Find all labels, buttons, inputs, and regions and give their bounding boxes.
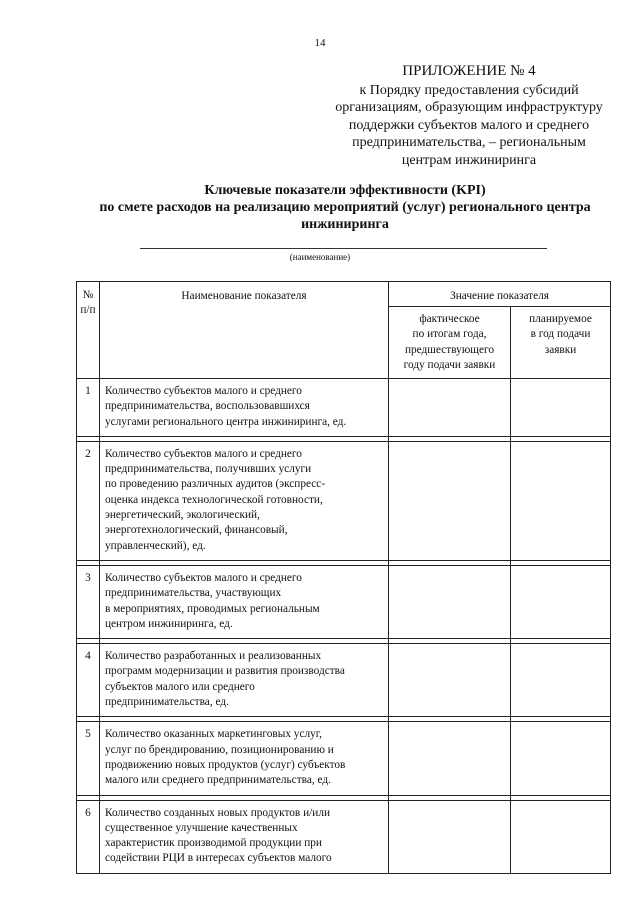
row-actual-value: [389, 565, 511, 638]
row-indicator: Количество оказанных маркетинговых услуг, услуг по брендированию, позиционированию и продвижению новых продуктов (услуг) субъектов малого или среднего предпринимательства, ед.: [100, 722, 389, 795]
row-planned-value: [511, 800, 611, 873]
row-planned-value: [511, 722, 611, 795]
row-number: 2: [77, 441, 100, 560]
header-indicator: Наименование показателя: [100, 282, 389, 379]
document-title-line: по смете расходов на реализацию мероприятий (услуг) регионального центра: [99, 200, 591, 215]
row-actual-value: [389, 722, 511, 795]
page-number: 14: [314, 37, 326, 49]
annex-line: к Порядку предоставления субсидий: [359, 82, 579, 98]
row-indicator: Количество созданных новых продуктов и/или существенное улучшение качественных характеристик производимой продукции при содействии РЦИ в интересах субъектов малого: [100, 800, 389, 873]
row-actual-value: [389, 379, 511, 437]
row-indicator: Количество субъектов малого и среднего предпринимательства, воспользовавшихся услугами регионального центра инжиниринга, ед.: [100, 379, 389, 437]
table-row: [77, 644, 611, 717]
annex-line: предпринимательства, – региональным: [352, 135, 586, 150]
document-title: [40, 182, 640, 233]
annex-title: ПРИЛОЖЕНИЕ № 4: [402, 63, 536, 79]
table-row: [77, 565, 611, 638]
row-indicator: Количество субъектов малого и среднего предпринимательства, участвующих в мероприятиях, проводимых региональным центром инжиниринга, ед.: [100, 565, 389, 638]
table-header-row: [77, 282, 611, 307]
table-row: [77, 441, 611, 560]
row-actual-value: [389, 800, 511, 873]
header-value: Значение показателя: [389, 282, 611, 307]
row-planned-value: [511, 565, 611, 638]
name-caption: (наименование): [289, 252, 351, 262]
row-indicator: Количество разработанных и реализованных программ модернизации и развития производства субъектов малого или среднего предпринимательства, ед.: [100, 644, 389, 717]
row-number: 1: [77, 379, 100, 437]
annex-line: поддержки субъектов малого и среднего: [348, 117, 590, 133]
annex-line: организациям, образующим инфраструктуру: [335, 100, 603, 115]
header-actual: фактическое по итогам года, предшествующего году подачи заявки: [389, 307, 511, 379]
row-number: 4: [77, 644, 100, 717]
table-row: [77, 800, 611, 873]
row-number: 3: [77, 565, 100, 638]
name-fill-line: [140, 248, 547, 249]
document-title-line: Ключевые показатели эффективности (KPI): [204, 183, 486, 198]
table-row: [77, 722, 611, 795]
document-title-line: инжиниринга: [301, 217, 389, 232]
kpi-table: [76, 281, 611, 874]
header-planned: планируемое в год подачи заявки: [511, 307, 611, 379]
row-actual-value: [389, 441, 511, 560]
row-number: 6: [77, 800, 100, 873]
annex-header: [300, 63, 638, 169]
annex-line: центрам инжиниринга: [401, 152, 537, 168]
row-planned-value: [511, 644, 611, 717]
row-number: 5: [77, 722, 100, 795]
row-indicator: Количество субъектов малого и среднего предпринимательства, получивших услуги по проведению различных аудитов (экспресс- оценка индекса технологической готовности, энергетический, экологический, энерготехнологический, финансовый, управленческий), ед.: [100, 441, 389, 560]
row-actual-value: [389, 644, 511, 717]
row-planned-value: [511, 441, 611, 560]
row-planned-value: [511, 379, 611, 437]
table-row: [77, 379, 611, 437]
header-number: № п/п: [77, 282, 100, 379]
